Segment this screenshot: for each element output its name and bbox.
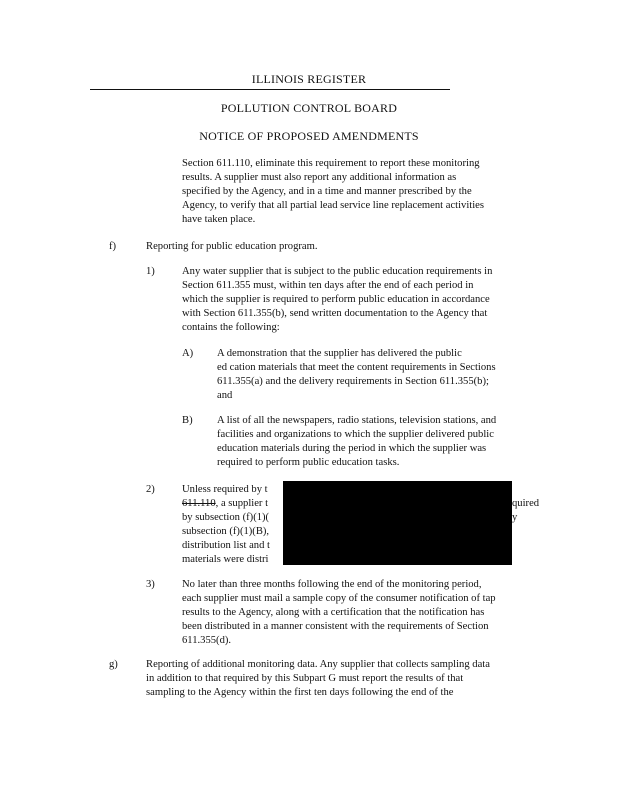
paragraph-2-fragment: y [512,512,518,523]
redaction-block [283,481,512,565]
subsection-g [146,658,546,700]
text-line: facilities and organizations to which the supplier delivered public [217,429,494,440]
subsection-g-label: g) [109,659,118,670]
text-line: which the supplier is required to perform public education in accordance [182,294,490,305]
text-line: Reporting of additional monitoring data. Any supplier that collects sampling data [146,659,490,670]
text-line: No later than three months following the end of the monitoring period, [182,579,482,590]
text-line: Any water supplier that is subject to the public education requirements in [182,266,493,277]
text-line: A list of all the newspapers, radio stations, television stations, and [217,415,497,426]
paragraph-3 [182,578,542,648]
text-line: by subsection (f)(1)( [182,512,270,523]
register-title: ILLINOIS REGISTER [251,72,367,86]
text-line: ed cation materials that meet the content requirements in Sections [217,362,496,373]
struck-text: 611.110 [182,498,216,509]
text-line: Unless required by t [182,484,268,495]
text-line: and [217,390,233,401]
text-line [182,497,292,511]
board-title: POLLUTION CONTROL BOARD [220,101,398,115]
text-line: been distributed in a manner consistent with the requirements of Section [182,621,489,632]
text-line: results to the Agency, along with a certification that the notification has [182,607,485,618]
text-line: specified by the Agency, and in a time and manner prescribed by the [182,186,472,197]
paragraph-2-fragment: quired [512,498,540,509]
subsection-f-title: Reporting for public education program. [146,241,318,252]
text-line: distribution list and t [182,540,270,551]
notice-title: NOTICE OF PROPOSED AMENDMENTS [199,129,419,143]
text-line: Section 611.110, eliminate this requirement to report these monitoring [182,158,480,169]
item-a-label: A) [182,348,194,359]
text-fragment: , a supplier t [215,498,269,509]
subsection-f-label: f) [109,241,117,252]
paragraph-2 [182,483,292,567]
text-line: materials were distri [182,554,269,565]
header-rule [90,89,450,90]
paragraph-1-label: 1) [146,266,155,277]
text-line: required to perform public education tasks. [217,457,400,468]
text-line: contains the following: [182,322,280,333]
item-a [217,347,537,403]
text-line: Section 611.355 must, within ten days after the end of each period in [182,280,474,291]
intro-paragraph [182,157,527,227]
text-line: A demonstration that the supplier has delivered the public [217,348,462,359]
text-line: education materials during the period in which the supplier was [217,443,487,454]
paragraph-3-label: 3) [146,579,155,590]
text-line: have taken place. [182,214,256,225]
text-line: with Section 611.355(b), send written documentation to the Agency that [182,308,488,319]
item-b-label: B) [182,415,193,426]
text-line: 611.355(d). [182,635,232,646]
text-line: results. A supplier must also report any additional information as [182,172,457,183]
text-line: sampling to the Agency within the first ten days following the end of the [146,687,454,698]
text-line: subsection (f)(1)(B), [182,526,270,537]
item-b [217,414,542,470]
paragraph-1 [182,265,537,335]
text-line: Agency, to verify that all partial lead service line replacement activities [182,200,484,211]
text-line: 611.355(a) and the delivery requirements in Section 611.355(b); [217,376,489,387]
paragraph-2-label: 2) [146,484,155,495]
text-line: each supplier must mail a sample copy of the consumer notification of tap [182,593,496,604]
text-line: in addition to that required by this Subpart G must report the results of that [146,673,464,684]
